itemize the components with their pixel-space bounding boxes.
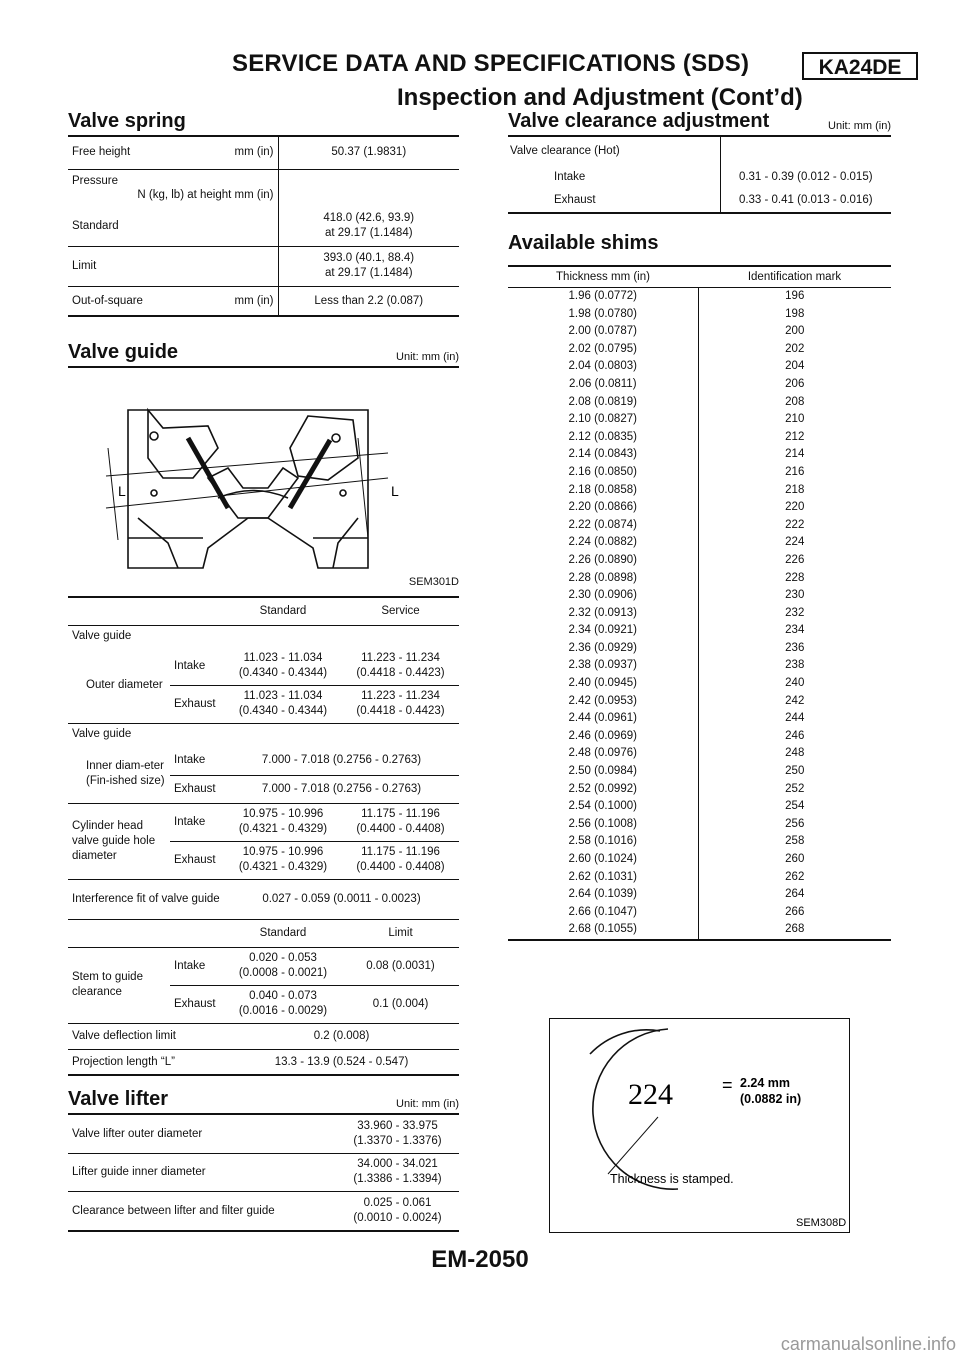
length-label-right: L <box>391 483 399 500</box>
table-row: Valve guide <box>72 728 132 741</box>
shim-thickness: 2.52 (0.0992) <box>508 781 698 799</box>
table-row <box>508 851 891 869</box>
table-row: Interference fit of valve guide 0.027 - 0.059 (0.0011 - 0.0023) <box>68 879 459 919</box>
table-row <box>508 605 891 623</box>
table-row <box>508 640 891 658</box>
engine-code-badge: KA24DE <box>802 52 918 80</box>
valve-guide-heading <box>68 341 459 368</box>
table-row <box>508 341 891 359</box>
shim-thickness: 2.30 (0.0906) <box>508 587 698 605</box>
shim-thickness: 2.10 (0.0827) <box>508 411 698 429</box>
shim-thickness: 2.00 (0.0787) <box>508 323 698 341</box>
shim-thickness: 2.18 (0.0858) <box>508 482 698 500</box>
shim-thickness: 2.32 (0.0913) <box>508 605 698 623</box>
shim-mark: 202 <box>785 342 805 355</box>
table-row <box>508 482 891 500</box>
shim-thickness: 2.60 (0.1024) <box>508 851 698 869</box>
shim-thickness: 2.24 (0.0882) <box>508 534 698 552</box>
table-row: Exhaust 0.33 - 0.41 (0.013 - 0.016) <box>508 189 891 213</box>
table-row <box>508 833 891 851</box>
table-row <box>508 323 891 341</box>
shim-thickness: 2.50 (0.0984) <box>508 763 698 781</box>
valve-clearance-heading <box>508 110 891 137</box>
shim-thickness: 2.66 (0.1047) <box>508 904 698 922</box>
table-row <box>508 710 891 728</box>
table-row <box>508 921 891 940</box>
shim-mark: 220 <box>785 501 805 514</box>
shim-mark: 240 <box>785 677 805 690</box>
table-row: Valve deflection limit 0.2 (0.008) <box>68 1023 459 1049</box>
shim-rows <box>508 288 891 940</box>
table-row <box>508 587 891 605</box>
stamped-number: 224 <box>628 1078 673 1111</box>
shim-thickness: 2.68 (0.1055) <box>508 921 698 940</box>
valve-clearance-title: Valve clearance adjustment <box>508 110 770 132</box>
available-shims-table <box>508 265 891 941</box>
right-column <box>508 110 891 941</box>
table-row: Exhaust 11.023 - 11.034 (0.4340 - 0.4344) 11.223 - 11.234 (0.4418 - 0.4423) <box>68 685 459 723</box>
shim-mark: 262 <box>785 870 805 883</box>
shim-thickness: 2.34 (0.0921) <box>508 622 698 640</box>
table-row: Clearance between lifter and filter guide 0.025 - 0.061 (0.0010 - 0.0024) <box>68 1191 459 1231</box>
table-row <box>508 358 891 376</box>
available-shims-title: Available shims <box>508 232 659 254</box>
shim-thickness: 2.16 (0.0850) <box>508 464 698 482</box>
shim-mark: 236 <box>785 641 805 654</box>
shim-mark: 250 <box>785 765 805 778</box>
valve-clearance-table <box>508 137 891 214</box>
valve-guide-unit: Unit: mm (in) <box>396 351 459 364</box>
table-header-row: Standard Limit <box>68 919 459 947</box>
cylinder-head-section-drawing <box>68 368 459 590</box>
table-row <box>508 728 891 746</box>
table-row <box>508 693 891 711</box>
page-subtitle: Inspection and Adjustment (Cont’d) <box>397 84 803 111</box>
table-row: Out-of-square mm (in) Less than 2.2 (0.087) <box>68 286 459 316</box>
shim-mark: 206 <box>785 377 805 390</box>
table-row <box>508 429 891 447</box>
shim-thickness: 1.98 (0.0780) <box>508 306 698 324</box>
valve-guide-figure-code: SEM301D <box>408 576 459 589</box>
left-column <box>68 110 459 1232</box>
table-row <box>508 570 891 588</box>
table-row: Valve lifter outer diameter 33.960 - 33.975 (1.3370 - 1.3376) <box>68 1115 459 1153</box>
table-row <box>508 464 891 482</box>
table-row: Valve guide <box>72 630 132 643</box>
valve-guide-figure <box>68 368 459 590</box>
shim-thickness: 2.22 (0.0874) <box>508 517 698 535</box>
available-shims-heading <box>508 232 891 265</box>
table-header-row: Thickness mm (in) Identification mark <box>508 266 891 288</box>
shim-mark: 224 <box>785 536 805 549</box>
shim-mark: 226 <box>785 553 805 566</box>
valve-lifter-heading <box>68 1088 459 1115</box>
table-row <box>508 798 891 816</box>
table-row <box>508 763 891 781</box>
valve-guide-table <box>68 596 459 1076</box>
shim-mark: 234 <box>785 624 805 637</box>
shim-thickness: 2.04 (0.0803) <box>508 358 698 376</box>
table-row: Stem to guide clearance Intake 0.020 - 0.053 (0.0008 - 0.0021) 0.08 (0.0031) <box>68 947 459 985</box>
table-row <box>508 781 891 799</box>
table-row <box>508 446 891 464</box>
shim-thickness: 2.28 (0.0898) <box>508 570 698 588</box>
valve-spring-heading <box>68 110 459 137</box>
shim-stamp-drawing <box>550 1019 849 1232</box>
shim-thickness: 2.38 (0.0937) <box>508 657 698 675</box>
shim-thickness: 2.48 (0.0976) <box>508 745 698 763</box>
table-row: Intake 0.31 - 0.39 (0.012 - 0.015) <box>508 165 891 189</box>
shim-mark: 214 <box>785 448 805 461</box>
shim-thickness: 2.44 (0.0961) <box>508 710 698 728</box>
table-row <box>508 306 891 324</box>
table-row <box>508 288 891 306</box>
shim-thickness: 2.42 (0.0953) <box>508 693 698 711</box>
shim-mark: 238 <box>785 659 805 672</box>
table-row <box>508 622 891 640</box>
equals-sign: = <box>722 1075 733 1095</box>
page-number: EM-2050 <box>431 1246 529 1273</box>
shim-thickness: 2.46 (0.0969) <box>508 728 698 746</box>
shim-mark: 232 <box>785 606 805 619</box>
shim-mark: 260 <box>785 853 805 865</box>
length-label-left: L <box>118 483 126 500</box>
stamp-note: Thickness is stamped. <box>610 1172 734 1186</box>
shim-figure <box>549 1018 850 1233</box>
table-row <box>508 657 891 675</box>
table-row: Outer diameter Intake 11.023 - 11.034 (0.4340 - 0.4344) 11.223 - 11.234 (0.4418 - 0.4423) <box>68 647 459 685</box>
shim-mark: 210 <box>785 413 805 426</box>
table-row <box>508 499 891 517</box>
shim-mark: 196 <box>785 290 805 302</box>
shim-mark: 230 <box>785 589 805 602</box>
shim-mark: 258 <box>785 835 805 848</box>
shim-mark: 248 <box>785 747 805 760</box>
shim-thickness: 2.62 (0.1031) <box>508 869 698 887</box>
table-row: Exhaust 7.000 - 7.018 (0.2756 - 0.2763) <box>68 775 459 803</box>
shim-mark: 222 <box>785 518 805 531</box>
valve-spring-title: Valve spring <box>68 110 186 132</box>
shim-thickness: 2.54 (0.1000) <box>508 798 698 816</box>
shim-mark: 242 <box>785 694 805 707</box>
table-row: Lifter guide inner diameter 34.000 - 34.021 (1.3386 - 1.3394) <box>68 1153 459 1191</box>
shim-mark: 256 <box>785 817 805 830</box>
valve-lifter-table <box>68 1115 459 1232</box>
shim-mark: 208 <box>785 395 805 408</box>
valve-lifter-unit: Unit: mm (in) <box>396 1098 459 1111</box>
shim-thickness: 2.26 (0.0890) <box>508 552 698 570</box>
table-row: Standard 418.0 (42.6, 93.9) at 29.17 (1.1484) <box>68 206 459 246</box>
valve-clearance-unit: Unit: mm (in) <box>828 120 891 132</box>
table-row <box>508 534 891 552</box>
table-row <box>508 376 891 394</box>
table-row: Exhaust 0.040 - 0.073 (0.0016 - 0.0029) 0.1 (0.004) <box>68 985 459 1023</box>
shim-mark: 228 <box>785 571 805 584</box>
thickness-in: (0.0882 in) <box>740 1092 802 1106</box>
shim-mark: 204 <box>785 360 805 373</box>
shim-mark: 212 <box>785 430 805 443</box>
valve-guide-title: Valve guide <box>68 341 179 364</box>
shim-mark: 266 <box>785 905 805 918</box>
table-row <box>508 904 891 922</box>
table-header-row: Standard Service <box>68 597 459 625</box>
shim-mark: 198 <box>785 307 805 320</box>
table-row: Free height mm (in) 50.37 (1.9831) <box>68 137 459 169</box>
site-watermark: carmanualsonline.info <box>780 1334 956 1354</box>
shim-mark: 252 <box>785 782 805 795</box>
table-row: Exhaust 10.975 - 10.996 (0.4321 - 0.4329) 11.175 - 11.196 (0.4400 - 0.4408) <box>68 841 459 879</box>
shim-mark: 200 <box>785 325 805 338</box>
table-row <box>508 517 891 535</box>
table-row: Inner diam-eter (Fin-ished size) Intake 7.000 - 7.018 (0.2756 - 0.2763) <box>68 745 459 775</box>
shim-thickness: 2.58 (0.1016) <box>508 833 698 851</box>
table-row <box>508 675 891 693</box>
shim-thickness: 2.20 (0.0866) <box>508 499 698 517</box>
table-row: Limit 393.0 (40.1, 88.4) at 29.17 (1.1484) <box>68 246 459 286</box>
table-row <box>508 411 891 429</box>
shim-mark: 218 <box>785 483 805 496</box>
shim-mark: 268 <box>785 923 805 936</box>
shim-mark: 246 <box>785 729 805 742</box>
shim-thickness: 2.36 (0.0929) <box>508 640 698 658</box>
shim-thickness: 2.56 (0.1008) <box>508 816 698 834</box>
shim-thickness: 2.08 (0.0819) <box>508 394 698 412</box>
shim-thickness: 1.96 (0.0772) <box>508 288 698 306</box>
shim-thickness: 2.64 (0.1039) <box>508 886 698 904</box>
shim-mark: 244 <box>785 712 805 725</box>
valve-lifter-title: Valve lifter <box>68 1088 169 1111</box>
shim-thickness: 2.14 (0.0843) <box>508 446 698 464</box>
table-row: Projection length “L” 13.3 - 13.9 (0.524 - 0.547) <box>68 1049 459 1075</box>
shim-thickness: 2.06 (0.0811) <box>508 376 698 394</box>
shim-thickness: 2.02 (0.0795) <box>508 341 698 359</box>
shim-thickness: 2.40 (0.0945) <box>508 675 698 693</box>
table-row <box>508 552 891 570</box>
table-row: Cylinder head valve guide hole diameter Intake 10.975 - 10.996 (0.4321 - 0.4329) 11.175 - 11.196 (0.4400 - 0.4408) <box>68 803 459 841</box>
shim-figure-code: SEM308D <box>796 1217 847 1229</box>
shim-thickness: 2.12 (0.0835) <box>508 429 698 447</box>
shim-mark: 264 <box>785 888 805 901</box>
table-row <box>508 745 891 763</box>
table-row: Pressure N (kg, lb) at height mm (in) <box>68 169 459 206</box>
thickness-mm: 2.24 mm <box>740 1076 791 1090</box>
page-header-title: SERVICE DATA AND SPECIFICATIONS (SDS) <box>232 50 750 77</box>
table-row <box>508 886 891 904</box>
shim-mark: 254 <box>785 800 805 813</box>
valve-spring-table <box>68 137 459 317</box>
table-row: Valve clearance (Hot) <box>508 137 891 165</box>
table-row <box>508 816 891 834</box>
table-row <box>508 869 891 887</box>
table-row <box>508 394 891 412</box>
shim-mark: 216 <box>785 465 805 478</box>
